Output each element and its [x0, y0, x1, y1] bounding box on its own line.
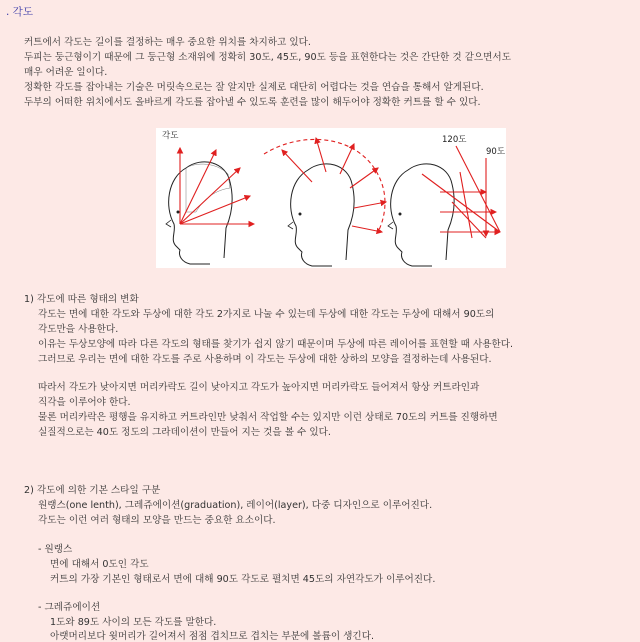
- angle-illustration: [156, 128, 506, 268]
- angle-120-label: 120도: [442, 135, 467, 145]
- intro-line: 매우 어려운 일이다.: [24, 67, 108, 78]
- onelength-line: 커트의 가장 기본인 형태로서 면에 대해 90도 각도로 펼치면 45도의 자연각도가 이루어진다.: [50, 574, 436, 585]
- intro-line: 두부의 어떠한 위치에서도 올바르게 각도를 잡아낼 수 있도록 훈련을 많이 해두어야 정확한 커트를 할 수 있다.: [24, 97, 481, 108]
- section-1-line: 그러므로 우리는 면에 대한 각도를 주로 사용하며 이 각도는 두상에 대한 상하의 모양을 결정하는데 사용된다.: [38, 354, 492, 365]
- section-1-line: 따라서 각도가 낮아지면 머리카락도 길이 낮아지고 각도가 높아지면 머리카락도 들어져서 항상 커트라인과: [38, 382, 480, 393]
- graduation-title: - 그레쥬에이션: [38, 602, 101, 613]
- angle-arrows-2: [264, 138, 386, 232]
- graduation-line: 1도와 89도 사이의 모든 각도를 말한다.: [50, 617, 217, 628]
- section-1-line: 이유는 두상모양에 따라 다른 각도의 형태를 찾기가 쉽지 않기 때문이며 두상에 따른 레이어를 표현할 때 사용한다.: [38, 339, 514, 350]
- head-profile-2: [288, 164, 354, 266]
- section-title: . 각도: [6, 6, 33, 18]
- section-1-heading: 1) 각도에 따른 형태의 변화: [24, 294, 139, 305]
- section-1-line: 각도는 면에 대한 각도와 두상에 대한 각도 2가지로 나눌 수 있는데 두상에 대한 각도는 두상에 대해서 90도의: [38, 309, 495, 320]
- section-2-heading: 2) 각도에 의한 기본 스타일 구분: [24, 485, 161, 496]
- intro-line: 커트에서 각도는 길이를 결정하는 매우 중요한 위치를 차지하고 있다.: [24, 37, 311, 48]
- angle-arrows-3: [422, 146, 500, 238]
- angle-arrows-1: [180, 148, 254, 224]
- section-1-line: 물론 머리카락은 평행을 유지하고 커트라인만 낮춰서 작업할 수는 있지만 이런 상태로 70도의 커트를 진행하면: [38, 412, 498, 423]
- onelength-title: - 원랭스: [38, 544, 73, 555]
- head-profile-1: [166, 162, 232, 264]
- intro-line: 정확한 각도를 잡아내는 기술은 머릿속으로는 잘 알지만 실제로 대단히 어렵다는 것을 연습을 통해서 알게된다.: [24, 82, 484, 93]
- head-angle-diagram: [156, 128, 506, 268]
- graduation-line: 아랫머리보다 윗머리가 길어져서 점점 겹치므로 겹치는 부분에 볼륨이 생긴다.: [50, 631, 375, 642]
- section-1-line: 실질적으로는 40도 정도의 그라데이션이 만들어 지는 것을 볼 수 있다.: [38, 427, 331, 438]
- intro-line: 두피는 둥근형이기 때문에 그 둥근형 소재위에 정확히 30도, 45도, 90도 등을 표현한다는 것은 간단한 것 같으면서도: [24, 52, 511, 63]
- section-1-line: 직각을 이루어야 한다.: [38, 397, 131, 408]
- section-1-line: 각도만을 사용한다.: [38, 324, 119, 335]
- head-profile-3: [388, 164, 454, 266]
- section-2-line: 각도는 이런 여러 형태의 모양을 만드는 중요한 요소이다.: [38, 515, 276, 526]
- angle-90-label: 90도: [486, 147, 506, 157]
- section-2-line: 원랭스(one lenth), 그레쥬에이션(graduation), 레이어(layer), 다중 디자인으로 이루어진다.: [38, 500, 433, 511]
- angle-label: 각도: [162, 131, 179, 141]
- onelength-line: 면에 대해서 0도인 각도: [50, 559, 149, 570]
